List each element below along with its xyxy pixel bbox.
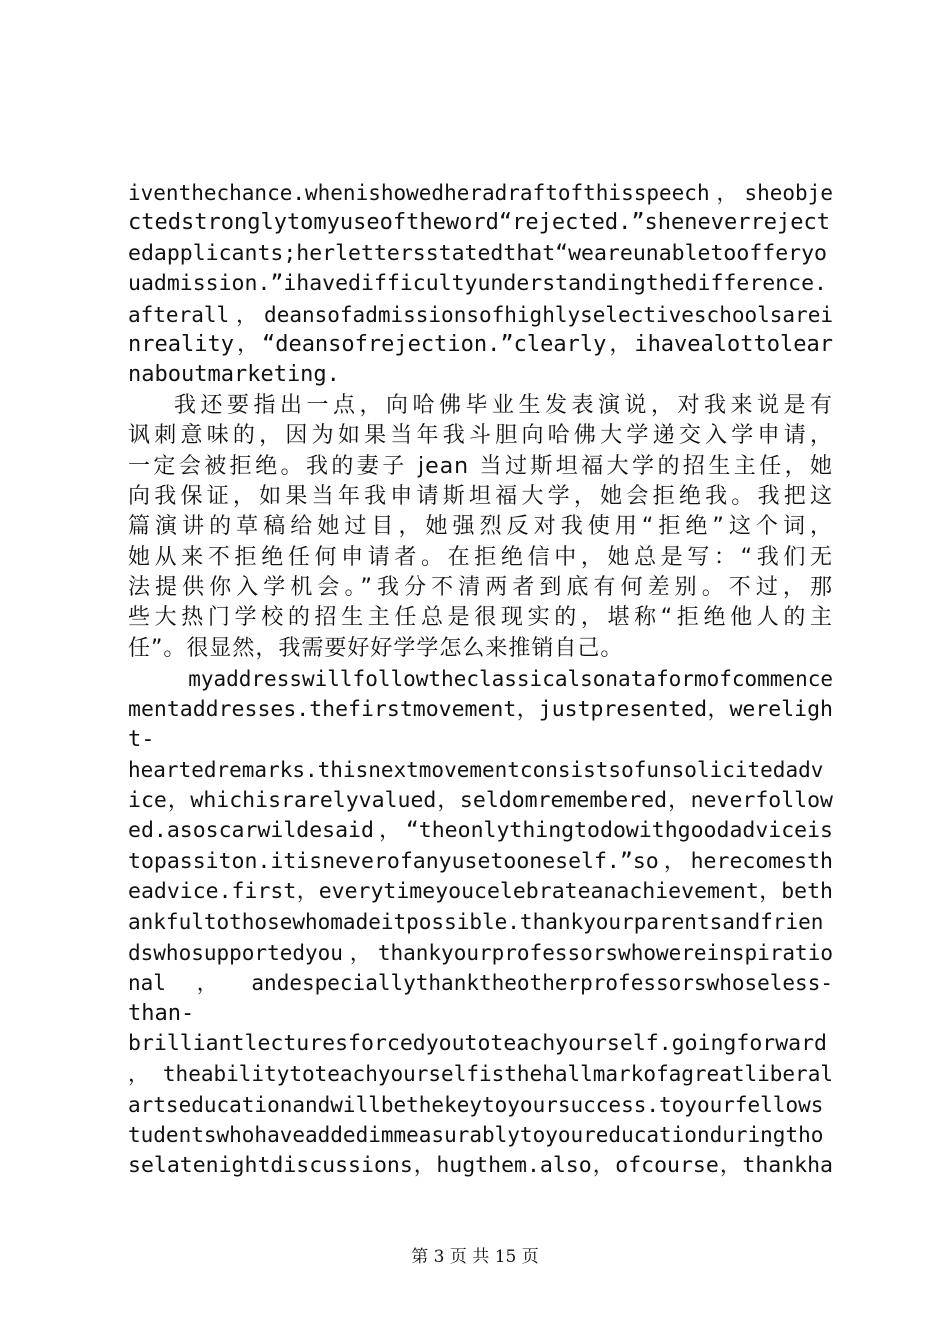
- body-text: [128, 178, 833, 1181]
- text-line: ed.asoscarwildesaid，“theonlythingtodowithgoodadviceis: [128, 818, 833, 844]
- text-line: 她从来不拒绝任何申请者。在拒绝信中，她总是写：“我们无: [128, 544, 833, 570]
- text-line: nal ， andespeciallythanktheotherprofessorswhoseless-: [128, 971, 833, 996]
- text-line: afterall，deansofadmissionsofhighlyselectiveschoolsarei: [128, 302, 833, 327]
- text-line: uadmission.”ihavedifficultyunderstandingthedifference.: [128, 271, 827, 297]
- text-line: 篇演讲的草稿给她过目，她强烈反对我使用“拒绝”这个词，: [128, 514, 833, 540]
- text-line: edapplicants;herlettersstatedthat“weareunabletoofferyo: [128, 240, 827, 266]
- text-line: artseducationandwillbethekeytoyoursuccess.toyourfellows: [128, 1092, 824, 1117]
- text-line: than-: [128, 1000, 195, 1026]
- text-line: t-: [128, 727, 155, 753]
- text-line: tudentswhohaveaddedimmeasurablytoyoureducationduringtho: [128, 1123, 824, 1148]
- text-line: brilliantlecturesforcedyoutoteachyourself.goingforward: [128, 1030, 827, 1056]
- text-line: ctedstronglytomyuseoftheword“rejected.”sheneverreject: [128, 210, 830, 236]
- page-footer: 第 3 页 共 15 页: [411, 1247, 539, 1267]
- text-line: ankfultothosewhomadeitpossible.thankyourparentsandfrien: [128, 910, 824, 935]
- text-line: 些大热门学校的招生主任总是很现实的，堪称“拒绝他人的主: [128, 605, 833, 631]
- text-line: iventhechance.whenishowedheradraftofthisspeech，sheobje: [128, 181, 833, 205]
- text-line: heartedremarks.thisnextmovementconsistsofunsolicitedadv: [128, 758, 824, 783]
- text-line: dswhosupportedyou，thankyourprofessorswhowereinspiratio: [128, 940, 833, 965]
- text-line: ，theabilitytoteachyourselfisthehallmarkofagreatliberal: [128, 1062, 833, 1087]
- text-line: 讽刺意味的，因为如果当年我斗胆向哈佛大学递交入学申请，: [128, 423, 833, 449]
- text-line: myaddresswillfollowtheclassicalsonataformofcommence: [128, 667, 833, 692]
- text-line: 法提供你入学机会。”我分不清两者到底有何差别。不过，那: [128, 575, 833, 601]
- text-line: nreality，“deansofrejection.”clearly，ihavealottolear: [128, 331, 833, 357]
- text-line: 任”。很显然，我需要好好学学怎么来推销自己。: [128, 635, 624, 661]
- text-line: ice，whichisrarelyvalued，seldomremembered，neverfollow: [128, 787, 833, 813]
- text-line: eadvice.first，everytimeyoucelebrateanachievement，beth: [128, 878, 833, 904]
- text-line: selatenightdiscussions，hugthem.also，ofcourse，thankha: [128, 1152, 833, 1178]
- text-line: 向我保证，如果当年我申请斯坦福大学，她会拒绝我。我把这: [128, 483, 833, 509]
- text-line: mentaddresses.thefirstmovement，justpresented，wereligh: [128, 696, 833, 722]
- text-line: 一定会被拒绝。我的妻子 jean 当过斯坦福大学的招生主任，她: [128, 453, 833, 479]
- text-line: 我还要指出一点，向哈佛毕业生发表演说，对我来说是有: [128, 392, 833, 418]
- text-line: naboutmarketing.: [128, 362, 340, 388]
- text-line: topassiton.itisneverofanyusetooneself.”so，herecomesth: [128, 848, 833, 874]
